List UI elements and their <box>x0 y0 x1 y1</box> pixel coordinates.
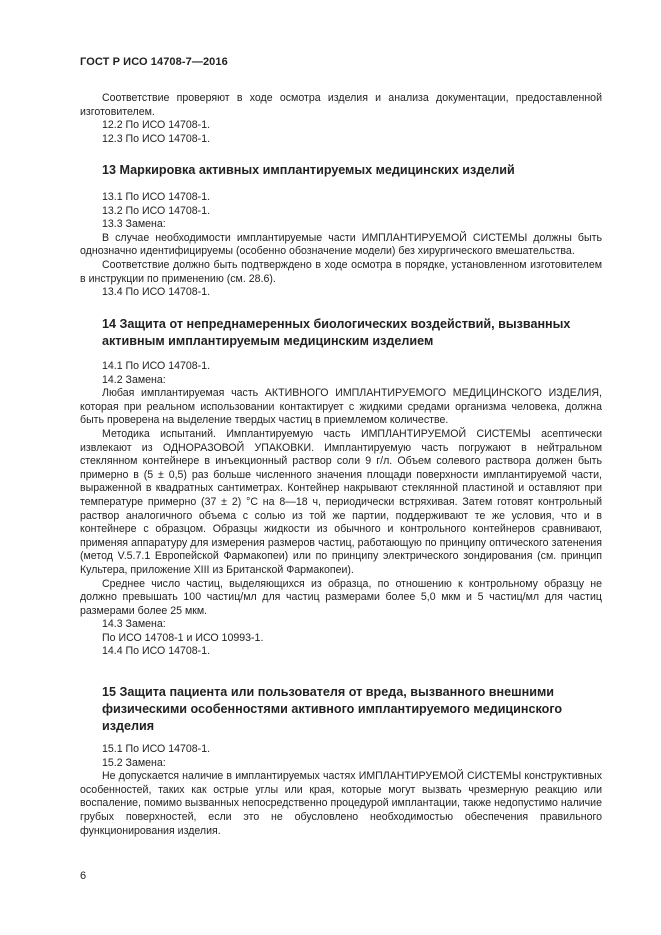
section-heading: 14 Защита от непреднамеренных биологических воздействий, вызванных активным имплантируемым медицинским изделием <box>102 317 571 348</box>
section-15 <box>80 684 602 838</box>
clause-line: 13.4 По ИСО 14708-1. <box>102 286 211 299</box>
section-heading: 13 Маркировка активных имплантируемых медицинских изделий <box>102 163 515 177</box>
paragraph: Соответствие должно быть подтверждено в ходе осмотра в порядке, установленном изготовителем в инструкции по применению (см. 28.6). <box>80 258 602 285</box>
paragraph: Среднее число частиц, выделяющихся из образца, по отношению к контрольному образцу не должно превышать 100 частиц/мл для частиц размерами более 5,0 мкм и 5 частиц/мл для частиц размерами более 25 мкм. <box>80 577 602 617</box>
clause-line: 15.2 Замена: <box>102 756 166 769</box>
paragraph: Соответствие проверяют в ходе осмотра изделия и анализа документации, предоставленной изготовителем. <box>80 92 602 118</box>
document-header: ГОСТ Р ИСО 14708-7—2016 <box>80 56 228 68</box>
clause-line: 15.1 По ИСО 14708-1. <box>102 743 211 755</box>
section-13 <box>80 162 602 300</box>
clause-line: 13.3 Замена: <box>102 218 166 231</box>
paragraph: Не допускается наличие в имплантируемых частях ИМПЛАНТИРУЕМОЙ СИСТЕМЫ конструктивных особенностей, таких как острые углы или края, которые могут вызвать чрезмерную реакцию или воспаление, помимо вызванных непосредственно процедурой имплантации, также недопустимо наличие грубых поверхностей, если это не обусловлено необходимостью обеспечения правильного функционирования изделия. <box>80 770 602 837</box>
page-number: 6 <box>80 870 87 882</box>
clause-line: 13.2 По ИСО 14708-1. <box>102 204 211 217</box>
clause-line: 12.3 По ИСО 14708-1. <box>102 132 211 145</box>
clause-line: По ИСО 14708-1 и ИСО 10993-1. <box>102 631 264 644</box>
paragraph: В случае необходимости имплантируемые части ИМПЛАНТИРУЕМОЙ СИСТЕМЫ должны быть однозначно идентифицируемы (особенно обозначение модели) без хирургического вмешательства. <box>80 231 602 258</box>
paragraph: Любая имплантируемая часть АКТИВНОГО ИМПЛАНТИРУЕМОГО МЕДИЦИНСКОГО ИЗДЕЛИЯ, которая при реальном использовании контактирует с жидкими средами организма человека, должна быть проверена на выделение твердых частиц в приемлемом количестве. <box>80 387 602 427</box>
intro-block <box>80 92 602 146</box>
clause-line: 12.2 По ИСО 14708-1. <box>102 119 211 132</box>
paragraph: Методика испытаний. Имплантируемую часть ИМПЛАНТИРУЕМОЙ СИСТЕМЫ асептически извлекают из ОДНОРАЗОВОЙ УПАКОВКИ. Имплантируемую часть погружают в нейтральном стеклянном контейнере в инъекционный раствор соли 9 г/л. Объем солевого раствора должен быть примерно в (5 ± 0,5) раз больше численного значения площади поверхности имплантируемой части, выраженной в квадратных сантиметрах. Контейнер накрывают стеклянной пластиной и оставляют при температуре примерно (37 ± 2) °С на 8—18 ч, периодически встряхивая. Затем готовят контрольный раствор аналогичного объема с солью из той же партии, поддерживают те же условия, что и в контейнере с образцом. Образцы жидкости из обычного и контрольного контейнеров сравнивают, применяя аппаратуру для измерения размеров частиц, работающую по принципу оптического затенения (метод V.5.7.1 Европейской Фармакопеи) или по принципу электрического зондирования (см. принцип Культера, приложение XIII из Британской Фармакопеи). <box>80 427 602 576</box>
clause-line: 13.1 По ИСО 14708-1. <box>102 191 211 203</box>
clause-line: 14.3 Замена: <box>102 618 166 631</box>
section-heading: 15 Защита пациента или пользователя от вреда, вызванного внешними физическими особенностями активного имплантируемого медицинского изделия <box>102 685 563 733</box>
clause-line: 14.4 По ИСО 14708-1. <box>102 645 211 658</box>
section-14 <box>80 316 602 659</box>
clause-line: 14.1 По ИСО 14708-1. <box>102 360 211 372</box>
clause-line: 14.2 Замена: <box>102 373 166 386</box>
